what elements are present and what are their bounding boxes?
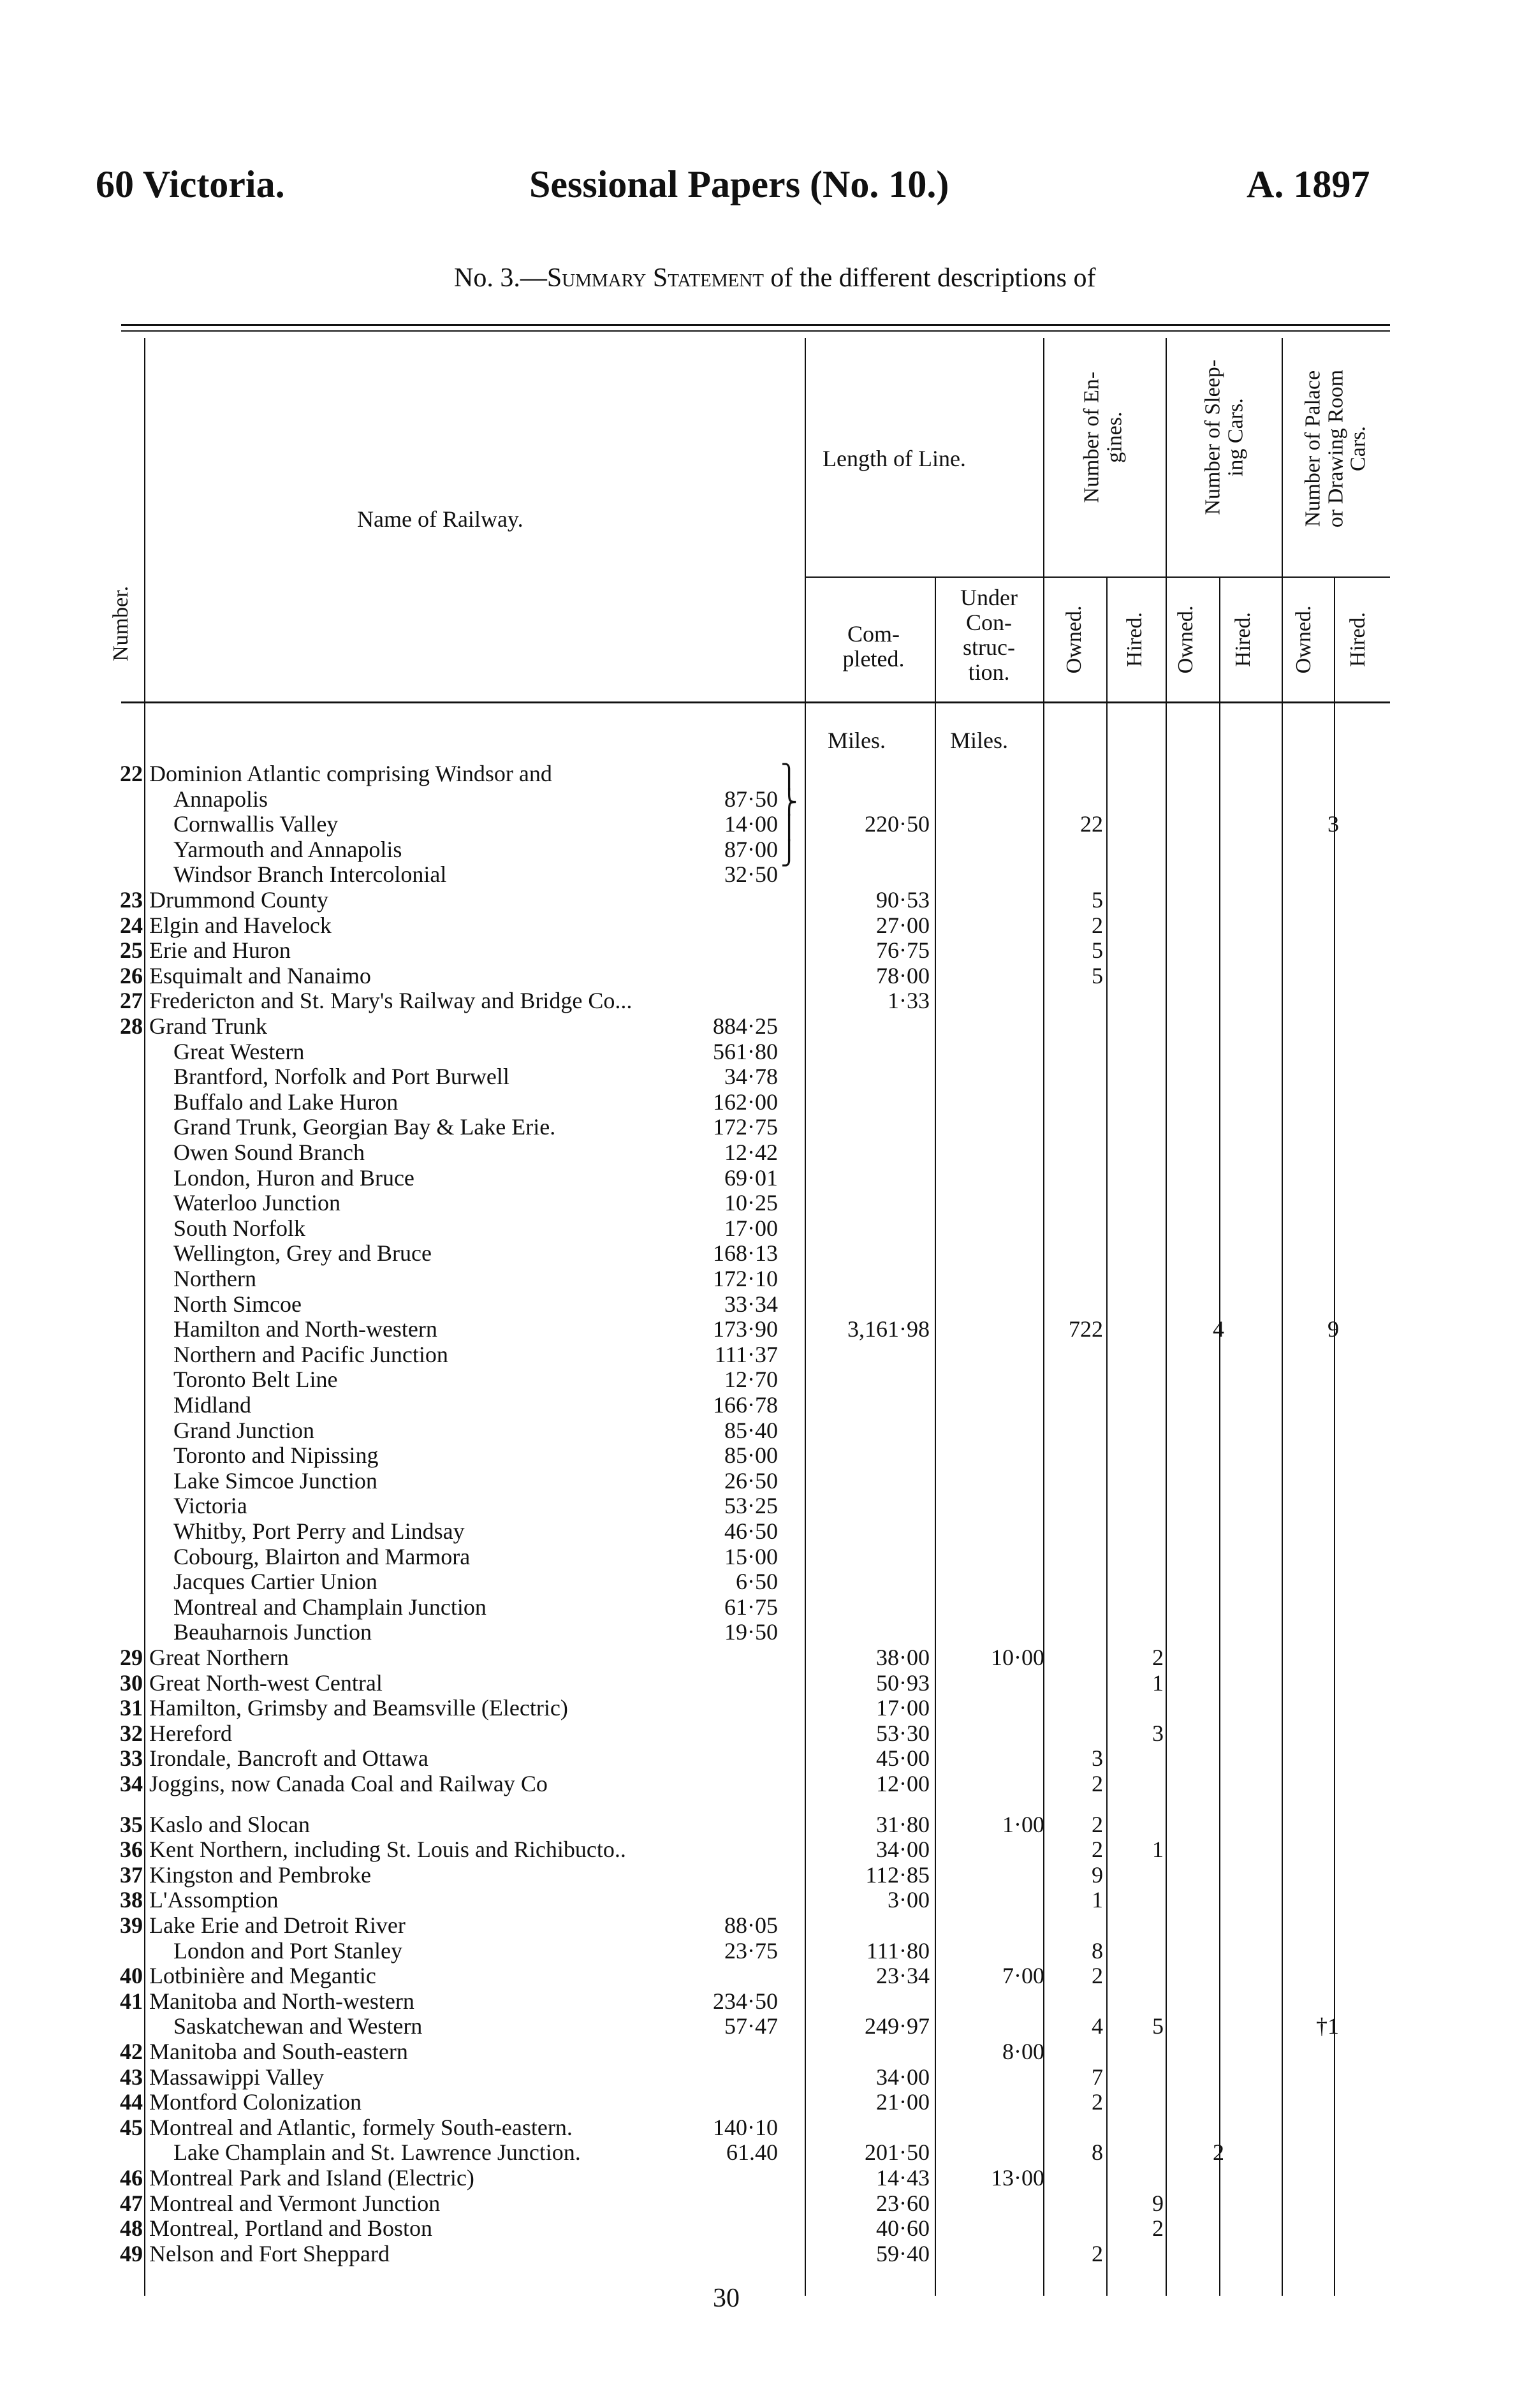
engines-owned: 2 [1092, 2241, 1103, 2266]
completed-miles: 23·34 [876, 1963, 930, 1988]
railway-name: Annapolis [173, 786, 268, 812]
segment-length: 166·78 [713, 1392, 778, 1418]
railway-name: Yarmouth and Annapolis [173, 837, 402, 862]
table-row [0, 1064, 1529, 1089]
table-row [0, 1140, 1529, 1165]
col-completed: Com- pleted. [842, 621, 905, 672]
col-sleeping-owned: Owned. [1174, 605, 1198, 674]
table-row [0, 1443, 1529, 1468]
railway-name: Wellington, Grey and Bruce [173, 1240, 432, 1266]
segment-length: 14·00 [724, 811, 778, 837]
railway-name: Lake Erie and Detroit River [149, 1912, 406, 1938]
row-number: 34 [120, 1771, 143, 1796]
palace-owned: †1 [1316, 2013, 1339, 2039]
table-row [0, 786, 1529, 812]
segment-length: 111·37 [714, 1342, 778, 1367]
col-name: Name of Railway. [357, 506, 523, 532]
engines-owned: 2 [1092, 1837, 1103, 1862]
table-row [0, 1316, 1529, 1342]
railway-name: Saskatchewan and Western [173, 2013, 423, 2039]
table-top-rule [121, 324, 1390, 326]
completed-miles: 78·00 [876, 963, 930, 988]
railway-name: Kaslo and Slocan [149, 1812, 310, 1837]
engines-owned: 22 [1080, 811, 1103, 837]
table-row [0, 2165, 1529, 2191]
table-row [0, 988, 1529, 1013]
segment-length: 26·50 [724, 1468, 778, 1494]
railway-name: Fredericton and St. Mary's Railway and Bridge Co... [149, 988, 633, 1013]
segment-length: 172·10 [713, 1266, 778, 1291]
table-row [0, 2140, 1529, 2165]
segment-length: 87·50 [724, 786, 778, 812]
railway-name: Northern and Pacific Junction [173, 1342, 448, 1367]
completed-miles: 38·00 [876, 1645, 930, 1670]
table-row [0, 1963, 1529, 1988]
table-row [0, 1367, 1529, 1392]
table-row [0, 1114, 1529, 1140]
railway-name: Grand Trunk [149, 1013, 268, 1039]
segment-length: 46·50 [724, 1518, 778, 1544]
table-row [0, 1837, 1529, 1862]
palace-owned: 3 [1328, 811, 1339, 837]
table-row [0, 963, 1529, 988]
engines-owned: 2 [1092, 913, 1103, 938]
railway-name: Great Western [173, 1039, 305, 1064]
segment-length: 61.40 [726, 2140, 778, 2165]
engines-owned: 722 [1069, 1316, 1103, 1342]
railway-name: Montford Colonization [149, 2089, 362, 2115]
row-number: 33 [120, 1745, 143, 1771]
segment-length: 172·75 [713, 1114, 778, 1140]
completed-miles: 90·53 [876, 887, 930, 913]
railway-name: Whitby, Port Perry and Lindsay [173, 1518, 465, 1544]
railway-name: Victoria [173, 1493, 247, 1518]
segment-length: 61·75 [724, 1594, 778, 1620]
title-prefix: No. 3.— [454, 263, 547, 293]
completed-miles: 201·50 [865, 2140, 930, 2165]
railway-name: Esquimalt and Nanaimo [149, 963, 371, 988]
sleeping-owned: 2 [1213, 2140, 1224, 2165]
col-engines-hired: Hired. [1123, 612, 1147, 667]
railway-name: Montreal and Champlain Junction [173, 1594, 486, 1620]
engines-owned: 5 [1092, 887, 1103, 913]
completed-miles: 1·33 [888, 988, 930, 1013]
railway-name: Lake Simcoe Junction [173, 1468, 377, 1494]
railway-name: Manitoba and North-western [149, 1988, 414, 2014]
table-row [0, 1392, 1529, 1418]
segment-length: 6·50 [736, 1569, 778, 1594]
engines-hired: 1 [1152, 1837, 1164, 1862]
engines-owned: 5 [1092, 963, 1103, 988]
row-number: 41 [120, 1988, 143, 2014]
header-bottom-rule [121, 701, 1390, 703]
engines-owned: 2 [1092, 2089, 1103, 2115]
row-number: 40 [120, 1963, 143, 1988]
completed-miles: 76·75 [876, 937, 930, 963]
engines-owned: 7 [1092, 2064, 1103, 2090]
segment-length: 15·00 [724, 1544, 778, 1569]
row-number: 49 [120, 2241, 143, 2266]
table-row [0, 2089, 1529, 2115]
segment-length: 33·34 [724, 1291, 778, 1317]
table-row [0, 1862, 1529, 1888]
row-number: 39 [120, 1912, 143, 1938]
segment-length: 57·47 [724, 2013, 778, 2039]
engines-hired: 1 [1152, 1670, 1164, 1696]
railway-name: Nelson and Fort Sheppard [149, 2241, 390, 2266]
header-right: A. 1897 [1247, 163, 1370, 205]
table-top-rule-2 [121, 330, 1390, 332]
engines-owned: 2 [1092, 1812, 1103, 1837]
col-engines: Number of En- gines. [1079, 371, 1126, 503]
table-row [0, 1887, 1529, 1912]
railway-name: Montreal Park and Island (Electric) [149, 2165, 474, 2191]
segment-length: 53·25 [724, 1493, 778, 1518]
table-row [0, 1721, 1529, 1746]
table-row [0, 1039, 1529, 1064]
col-palace-owned: Owned. [1292, 605, 1316, 674]
engines-hired: 9 [1152, 2191, 1164, 2216]
segment-length: 162·00 [713, 1089, 778, 1115]
table-row [0, 2039, 1529, 2064]
under-construction-miles: 13·00 [991, 2165, 1044, 2191]
segment-length: 87·00 [724, 837, 778, 862]
railway-name: Toronto Belt Line [173, 1367, 338, 1392]
table-row [0, 761, 1529, 786]
railway-name: Grand Junction [173, 1418, 314, 1443]
table-row [0, 1013, 1529, 1039]
completed-miles: 249·97 [865, 2013, 930, 2039]
table-row [0, 1493, 1529, 1518]
completed-miles: 21·00 [876, 2089, 930, 2115]
table-row [0, 1190, 1529, 1215]
segment-length: 12·70 [724, 1367, 778, 1392]
segment-length: 561·80 [713, 1039, 778, 1064]
col-under: Under Con- struc- tion. [960, 585, 1018, 685]
palace-owned: 9 [1328, 1316, 1339, 1342]
segment-length: 19·50 [724, 1619, 778, 1645]
col-number: Number. [109, 585, 133, 661]
completed-miles: 27·00 [876, 913, 930, 938]
railway-name: South Norfolk [173, 1215, 305, 1241]
segment-length: 88·05 [724, 1912, 778, 1938]
engines-owned: 4 [1092, 2013, 1103, 2039]
table-row [0, 1670, 1529, 1696]
segment-length: 85·00 [724, 1443, 778, 1468]
completed-miles: 17·00 [876, 1695, 930, 1721]
table-row [0, 1988, 1529, 2014]
engines-owned: 2 [1092, 1963, 1103, 1988]
unit-miles-completed: Miles. [828, 728, 886, 753]
railway-name: Kent Northern, including St. Louis and Richibucto.. [149, 1837, 626, 1862]
length-sub-rule [805, 576, 1390, 578]
row-number: 26 [120, 963, 143, 988]
engines-owned: 1 [1092, 1887, 1103, 1912]
table-row [0, 1518, 1529, 1544]
row-number: 48 [120, 2215, 143, 2241]
under-construction-miles: 8·00 [1002, 2039, 1044, 2064]
page-number: 30 [713, 2284, 740, 2313]
segment-length: 140·10 [713, 2115, 778, 2140]
railway-name: Joggins, now Canada Coal and Railway Co [149, 1771, 548, 1796]
railway-name: Hamilton and North-western [173, 1316, 437, 1342]
table-row [0, 1342, 1529, 1367]
table-row [0, 1812, 1529, 1837]
railway-name: Northern [173, 1266, 256, 1291]
row-number: 38 [120, 1887, 143, 1912]
railway-name: Cornwallis Valley [173, 811, 339, 837]
title-rest: of the different descriptions of [763, 263, 1096, 293]
segment-length: 17·00 [724, 1215, 778, 1241]
segment-length: 69·01 [724, 1165, 778, 1191]
segment-length: 884·25 [713, 1013, 778, 1039]
table-row [0, 1215, 1529, 1241]
row-number: 24 [120, 913, 143, 938]
row-number: 27 [120, 988, 143, 1013]
segment-length: 34·78 [724, 1064, 778, 1089]
row-number: 42 [120, 2039, 143, 2064]
under-construction-miles: 10·00 [991, 1645, 1044, 1670]
railway-name: Great Northern [149, 1645, 289, 1670]
segment-length: 10·25 [724, 1190, 778, 1215]
railway-name: Lake Champlain and St. Lawrence Junction. [173, 2140, 581, 2165]
engines-owned: 3 [1092, 1745, 1103, 1771]
under-construction-miles: 7·00 [1002, 1963, 1044, 1988]
table-row [0, 1594, 1529, 1620]
engines-hired: 5 [1152, 2013, 1164, 2039]
completed-miles: 45·00 [876, 1745, 930, 1771]
table-row [0, 1418, 1529, 1443]
row-number: 23 [120, 887, 143, 913]
table-row [0, 1165, 1529, 1191]
railway-name: Cobourg, Blairton and Marmora [173, 1544, 471, 1569]
completed-miles: 53·30 [876, 1721, 930, 1746]
segment-length: 85·40 [724, 1418, 778, 1443]
sleeping-owned: 4 [1213, 1316, 1224, 1342]
engines-hired: 3 [1152, 1721, 1164, 1746]
railway-name: Erie and Huron [149, 937, 291, 963]
table-row [0, 1240, 1529, 1266]
engines-owned: 8 [1092, 2140, 1103, 2165]
unit-miles-under: Miles. [950, 728, 1009, 753]
completed-miles: 3·00 [888, 1887, 930, 1912]
completed-miles: 111·80 [866, 1938, 930, 1964]
railway-name: L'Assomption [149, 1887, 279, 1912]
completed-miles: 3,161·98 [847, 1316, 930, 1342]
col-length: Length of Line. [823, 446, 966, 471]
railway-name: Jacques Cartier Union [173, 1569, 377, 1594]
row-number: 43 [120, 2064, 143, 2090]
engines-hired: 2 [1152, 1645, 1164, 1670]
table-row [0, 811, 1529, 837]
table-row [0, 1695, 1529, 1721]
header-center: Sessional Papers (No. 10.) [529, 163, 949, 205]
engines-owned: 8 [1092, 1938, 1103, 1964]
col-sleeping-hired: Hired. [1231, 612, 1255, 667]
railway-name: Dominion Atlantic comprising Windsor and [149, 761, 552, 786]
railway-name: Montreal, Portland and Boston [149, 2215, 432, 2241]
railway-name: Drummond County [149, 887, 329, 913]
table-row [0, 1771, 1529, 1796]
railway-name: Beauharnois Junction [173, 1619, 372, 1645]
completed-miles: 23·60 [876, 2191, 930, 2216]
row-number: 25 [120, 937, 143, 963]
completed-miles: 59·40 [876, 2241, 930, 2266]
table-row [0, 1266, 1529, 1291]
table-row [0, 1468, 1529, 1494]
row-number: 29 [120, 1645, 143, 1670]
col-palace: Number of Palace or Drawing Room Cars. [1301, 369, 1370, 528]
completed-miles: 34·00 [876, 1837, 930, 1862]
table-row [0, 1619, 1529, 1645]
header-left: 60 Victoria. [96, 163, 285, 205]
railway-name: Montreal and Vermont Junction [149, 2191, 441, 2216]
railway-name: London and Port Stanley [173, 1938, 402, 1964]
segment-length: 32·50 [724, 862, 778, 887]
table-title [454, 263, 1096, 293]
railway-name: Waterloo Junction [173, 1190, 341, 1215]
row-number: 44 [120, 2089, 143, 2115]
railway-name: Toronto and Nipissing [173, 1443, 379, 1468]
table-row [0, 1089, 1529, 1115]
completed-miles: 12·00 [876, 1771, 930, 1796]
table-row [0, 1544, 1529, 1569]
segment-length: 173·90 [713, 1316, 778, 1342]
segment-length: 12·42 [724, 1140, 778, 1165]
col-sleeping: Number of Sleep- ing Cars. [1201, 359, 1247, 515]
table-row [0, 937, 1529, 963]
table-row [0, 2115, 1529, 2140]
railway-name: Massawippi Valley [149, 2064, 325, 2090]
railway-name: Brantford, Norfolk and Port Burwell [173, 1064, 509, 1089]
railway-name: Irondale, Bancroft and Ottawa [149, 1745, 428, 1771]
table-row [0, 862, 1529, 887]
completed-miles: 34·00 [876, 2064, 930, 2090]
engines-hired: 2 [1152, 2215, 1164, 2241]
completed-miles: 31·80 [876, 1812, 930, 1837]
railway-name: Grand Trunk, Georgian Bay & Lake Erie. [173, 1114, 556, 1140]
table-row [0, 2013, 1529, 2039]
table-row [0, 1745, 1529, 1771]
railway-name: Owen Sound Branch [173, 1140, 365, 1165]
railway-name: Hereford [149, 1721, 232, 1746]
railway-name: Midland [173, 1392, 251, 1418]
row-number: 30 [120, 1670, 143, 1696]
row-number: 45 [120, 2115, 143, 2140]
railway-name: Kingston and Pembroke [149, 1862, 371, 1888]
completed-miles: 14·43 [876, 2165, 930, 2191]
under-construction-miles: 1·00 [1002, 1812, 1044, 1837]
railway-name: Great North-west Central [149, 1670, 383, 1696]
railway-name: Montreal and Atlantic, formely South-eastern. [149, 2115, 573, 2140]
table-row [0, 913, 1529, 938]
segment-length: 234·50 [713, 1988, 778, 2014]
railway-name: Hamilton, Grimsby and Beamsville (Electric) [149, 1695, 568, 1721]
table-row [0, 1912, 1529, 1938]
engines-owned: 5 [1092, 937, 1103, 963]
row-number: 22 [120, 761, 143, 786]
completed-miles: 112·85 [865, 1862, 930, 1888]
segment-length: 23·75 [724, 1938, 778, 1964]
row-number: 35 [120, 1812, 143, 1837]
table-row [0, 1938, 1529, 1964]
table-row [0, 887, 1529, 913]
railway-name: Manitoba and South-eastern [149, 2039, 408, 2064]
row-number: 36 [120, 1837, 143, 1862]
col-palace-hired: Hired. [1346, 612, 1370, 667]
table-row [0, 2064, 1529, 2090]
table-row [0, 2191, 1529, 2216]
row-number: 47 [120, 2191, 143, 2216]
row-number: 28 [120, 1013, 143, 1039]
col-engines-owned: Owned. [1062, 605, 1086, 674]
engines-owned: 9 [1092, 1862, 1103, 1888]
railway-name: London, Huron and Bruce [173, 1165, 414, 1191]
completed-miles: 40·60 [876, 2215, 930, 2241]
table-row [0, 1645, 1529, 1670]
railway-name: Buffalo and Lake Huron [173, 1089, 399, 1115]
row-number: 46 [120, 2165, 143, 2191]
engines-owned: 2 [1092, 1771, 1103, 1796]
railway-name: Elgin and Havelock [149, 913, 332, 938]
table-row [0, 1291, 1529, 1317]
table-row [0, 2215, 1529, 2241]
brace-dominion: ⎫ ⎬ ⎪ ⎭ [780, 764, 798, 866]
railway-name: Windsor Branch Intercolonial [173, 862, 447, 887]
railway-name: Lotbinière and Megantic [149, 1963, 376, 1988]
completed-miles: 50·93 [876, 1670, 930, 1696]
title-caps: Summary Statement [546, 263, 764, 293]
segment-length: 168·13 [713, 1240, 778, 1266]
row-number: 32 [120, 1721, 143, 1746]
row-number: 37 [120, 1862, 143, 1888]
completed-miles: 220·50 [865, 811, 930, 837]
table-row [0, 2241, 1529, 2266]
table-row [0, 1569, 1529, 1594]
table-row [0, 837, 1529, 862]
row-number: 31 [120, 1695, 143, 1721]
railway-name: North Simcoe [173, 1291, 302, 1317]
